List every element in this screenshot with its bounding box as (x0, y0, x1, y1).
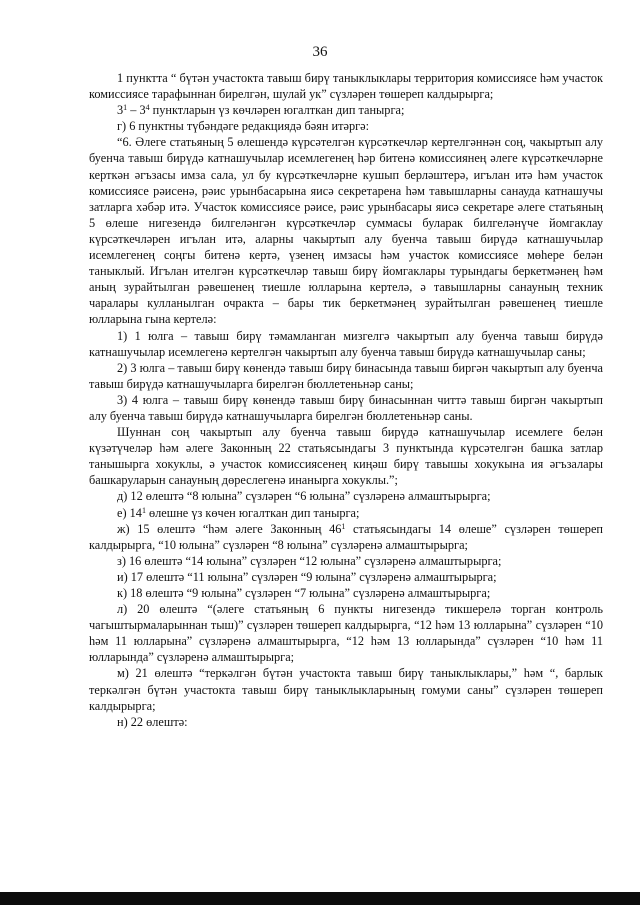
paragraph-e (89, 505, 603, 521)
paragraph-v (89, 102, 603, 118)
paragraph-d: д) 12 өлештә “8 юлына” сүзләрен “6 юлына” сүзләренә алмаштырырга; (117, 489, 491, 504)
document-body (89, 70, 603, 730)
paragraph-l: л) 20 өлештә “(әлеге статьяның 6 пункты нигезендә тикшерелә торган контроль чагыштырмаларыннан тыш)” сүзләрен төшереп калдырырга, “12 һәм 13 юлларына” сүзләрен “10 һәм 11 юлларына” сүзләренә алмаштырырга, “12 һәм 13 юлларында” сүзләрен “10 һәм 11 юлларында” сүзләренә алмаштырырга; (89, 602, 603, 665)
item-e-pre: е) 14 (117, 505, 142, 520)
item-zh-sup: 1 (341, 521, 346, 531)
item-e-sup: 1 (141, 505, 146, 515)
paragraph-1: 1 пунктта “ бүтән участокта тавыш бирү таныклыклары территория комиссиясе һәм участок комиссиясе тарафыннан бирелгән, шулай ук” сүзләрен төшереп калдырырга; (89, 71, 603, 102)
paragraph-line-3: 2) 3 юлга – тавыш бирү көнендә тавыш бирү бинасында тавыш биргән чакыртып алу буенча тавыш бирүдә катнашучыларга бирелгән бюллетеньнәр саны; (89, 360, 603, 391)
paragraph-6: “6. Әлеге статьяның 5 өлешендә күрсәтелгән күрсәткечләр кертелгәннән соң, чакыртып алу буенча тавыш бирүдә катнашучылар исемлегенең һәр битенә комиссиянең әлеге күрсәткечләрне керткән әгъзасы имза сала, ул бу күрсәткечләрне кушып берләштерә, игълан итә һәм участок комиссиясе рәисенә, рәис урынбасарына яисә секретарена һәм тавышларны санауда катнашучы затларга хәбәр итә. Участок комиссиясе рәисе, рәис урынбасары яисә секретаре әлеге статьяның 5 өлеше нигезендә билгеләнгән күрсәткечләр суммасы буларак билгеләнүче йомгаклау күрсәткечләрен игълан итә, аларны чакыртып алу буенча тавыш бирүдә катнашучылар исемлегенең соңгы битенә кертә, үзенең имзасы һәм участок комиссиясе мөһере белән таныклый. Игълан ителгән күрсәткечләр тавыш бирү йомгаклары турындагы беркетмәнең һәм аның зурайтылган рәвешенең тиешле юлларына кертелә, ә тавышларны санауның техник чаралары кулланылган очракта – бары тик беркетмәнең зурайтылган рәвешенең тиешле юлларына гына кертелә: (89, 135, 603, 327)
item-v-dash: – (127, 103, 140, 118)
item-v-sup1: 1 (123, 103, 128, 113)
item-e-rest: өлешне үз көчен югалткан дип танырга; (145, 505, 360, 520)
paragraph-g: г) 6 пунктны түбәндәге редакциядә бәян итәргә: (117, 119, 370, 134)
item-v-sup2: 4 (145, 103, 150, 113)
item-v-num2: 3 (139, 103, 146, 118)
paragraph-m: м) 21 өлештә “теркәлгән бүтән участокта тавыш бирү таныклыклары,” һәм “, барлык теркәлгән бүтән участокта тавыш бирү таныклыкларының гомуми саны” сүзләрен төшереп калдырырга; (89, 666, 603, 713)
paragraph-line-4: 3) 4 юлга – тавыш бирү көнендә тавыш бирү бинасыннан читтә тавыш биргән чакыртып алу буенча тавыш бирүдә катнашучыларга бирелгән бюллетеньнәр саны. (89, 392, 603, 423)
paragraph-line-1: 1) 1 юлга – тавыш бирү тәмамланган мизгелгә чакыртып алу буенча тавыш бирүдә катнашучылар исемлегенә кертелгән чакыртып алу буенча тавыш бирүдә катнашучылар саны; (89, 328, 603, 359)
scan-bottom-border (0, 892, 640, 905)
page-number: 36 (312, 44, 328, 60)
item-zh-head: ж) 15 өлештә “һәм әлеге Законның 46 (117, 521, 342, 536)
paragraph-n: н) 22 өлештә: (117, 714, 188, 729)
item-v-num1: 3 (117, 103, 124, 118)
item-zh-rest: статьясындагы 14 өлеше” сүзләрен төшереп калдырырга, “10 юлына” сүзләрен “8 юлына” сүзләренә алмаштырырга; (89, 521, 603, 552)
paragraph-k: к) 18 өлештә “9 юлына” сүзләрен “7 юлына” сүзләренә алмаштырырга; (117, 586, 491, 600)
paragraph-zh (89, 521, 603, 553)
paragraph-observers: Шуннан соң чакыртып алу буенча тавыш бирүдә катнашучылар исемлеге белән күзәтүчеләр һәм әлеге Законның 22 статьясындагы 3 пунктында күрсәтелгән башка затлар танышырга хокуклы, ә участок комиссиясенең киңәш бирү тавышы хокукына ия әгъзалары башкаруларын санауның дөреслегенә инанырга хокуклы.”; (89, 425, 603, 488)
paragraph-i: и) 17 өлештә “11 юлына” сүзләрен “9 юлына” сүзләренә алмаштырырга; (117, 569, 497, 584)
item-v-rest: пунктларын үз көчләрен югалткан дип танырга; (149, 103, 405, 118)
paragraph-z: з) 16 өлештә “14 юлына” сүзләрен “12 юлына” сүзләренә алмаштырырга; (117, 553, 502, 568)
